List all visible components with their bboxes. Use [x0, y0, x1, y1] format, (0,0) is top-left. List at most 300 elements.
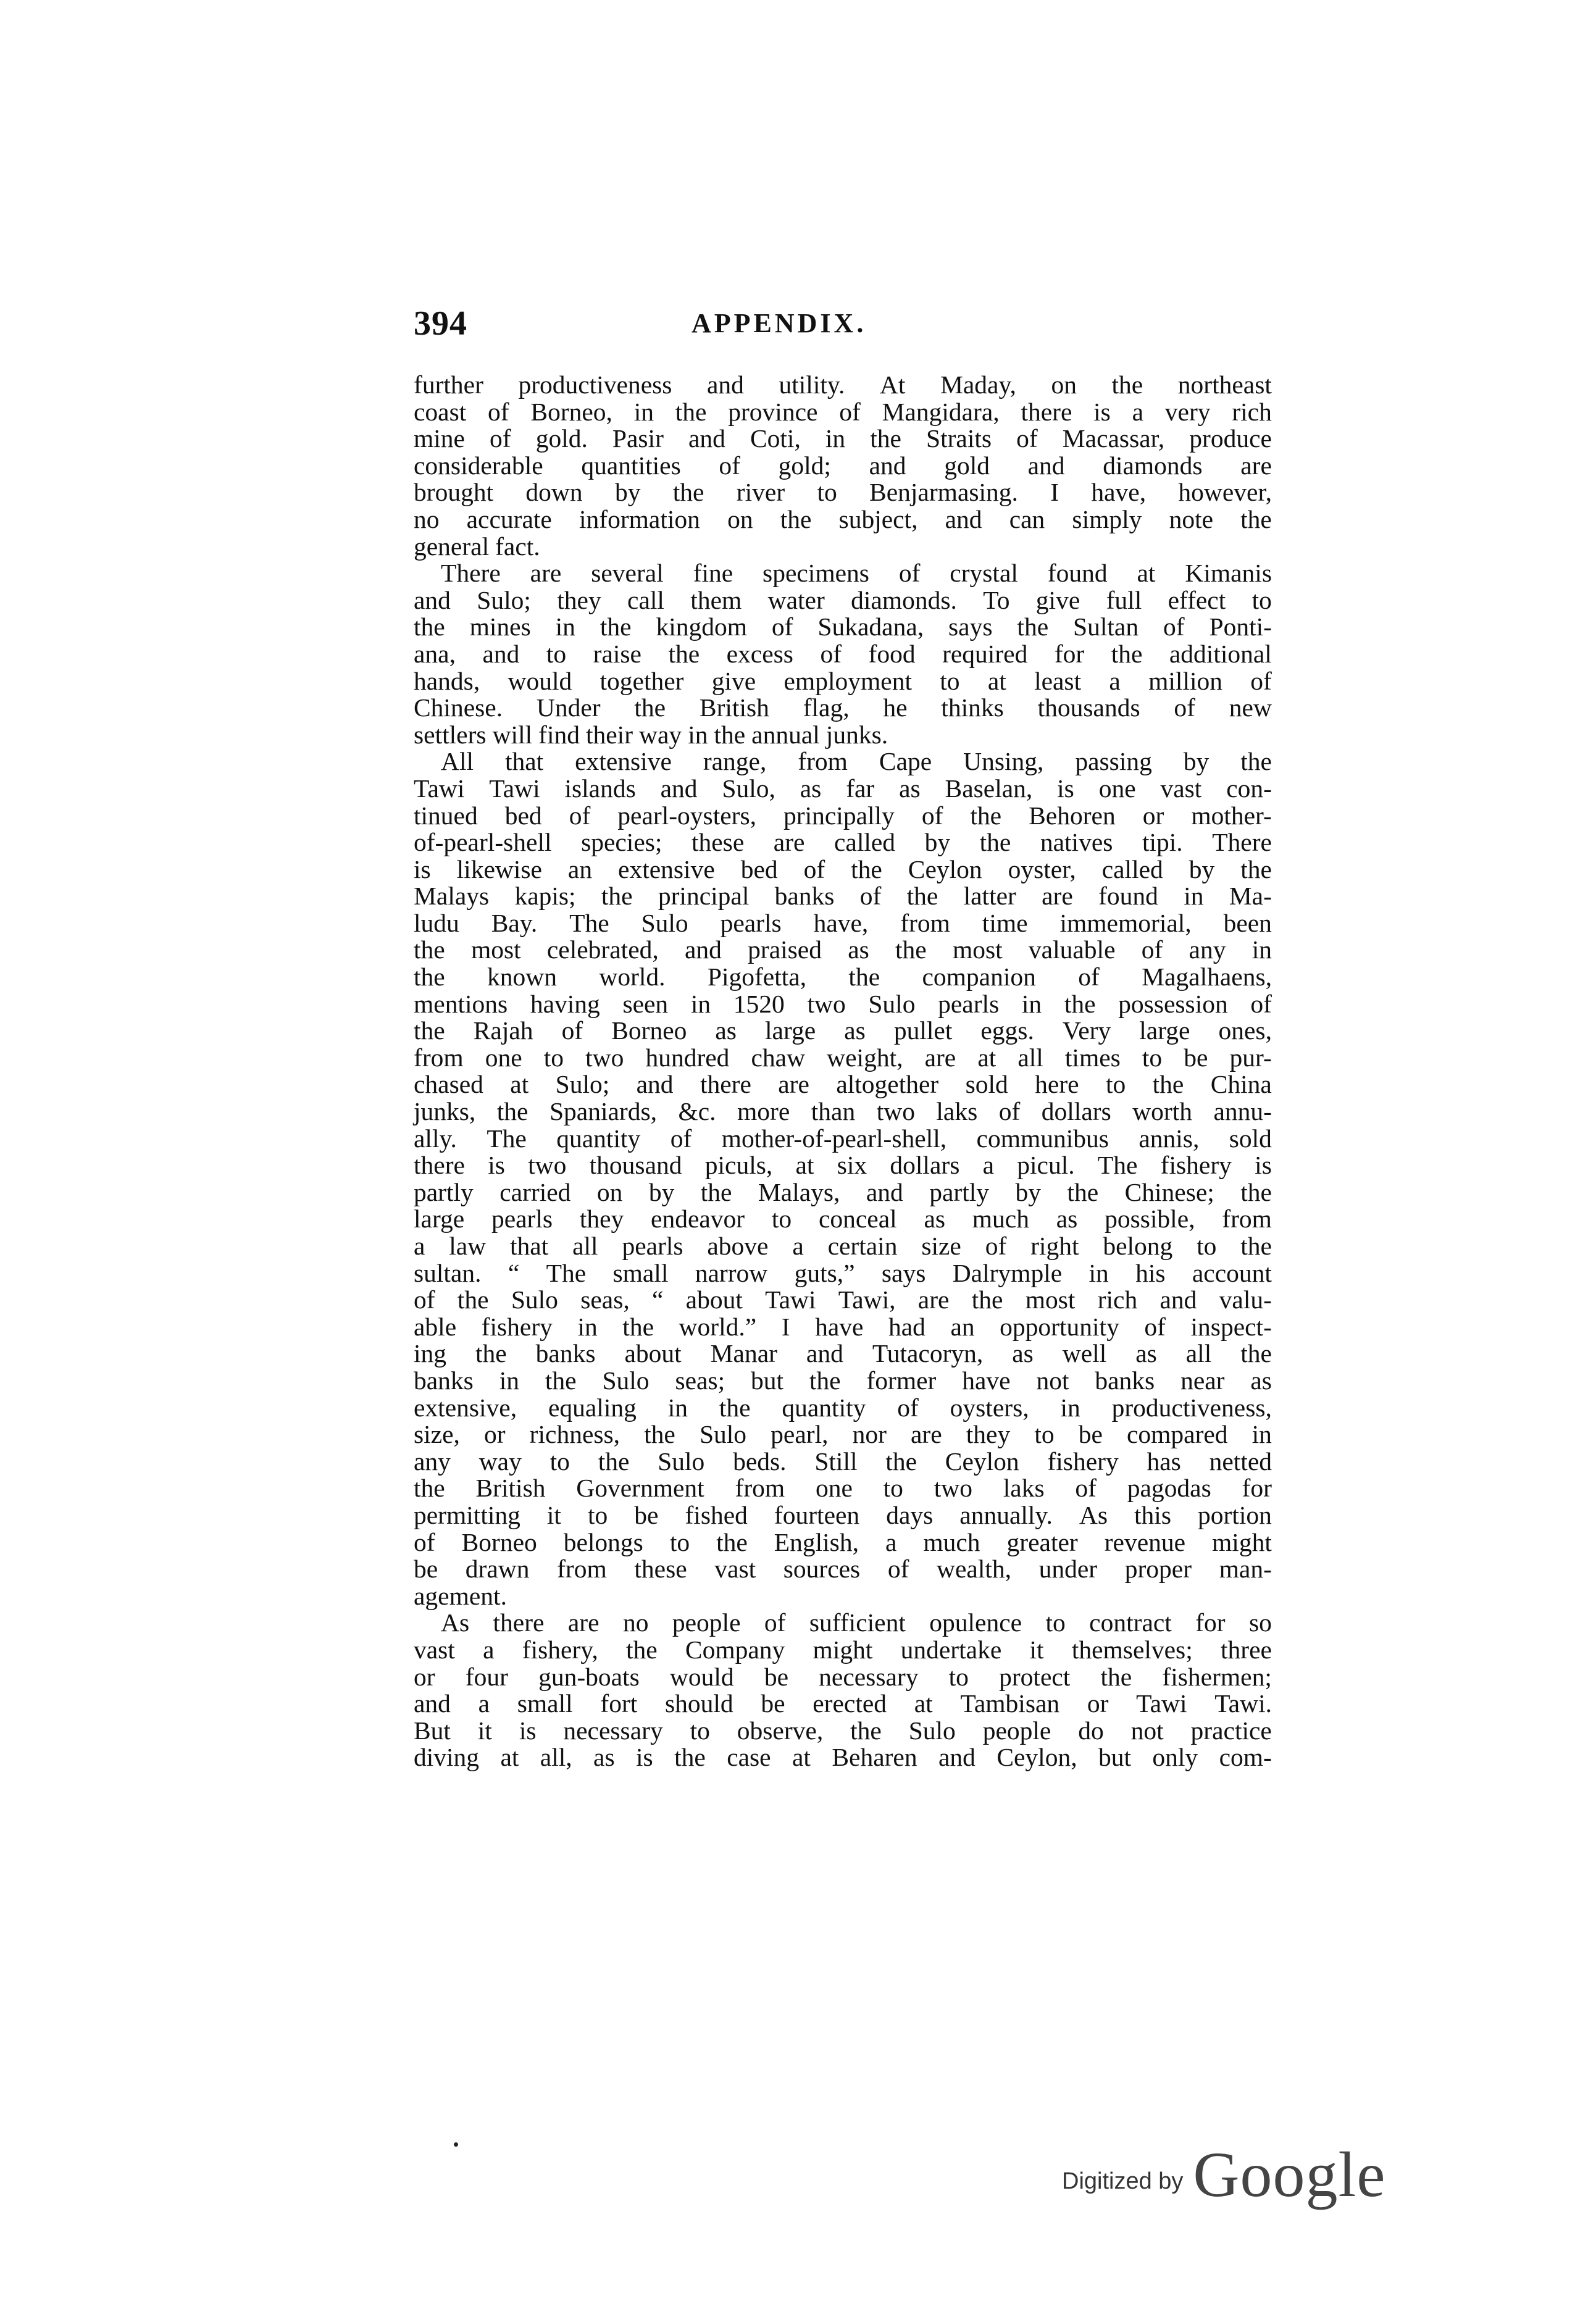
word: to	[940, 666, 960, 695]
word: two	[528, 1151, 567, 1180]
word: near	[1180, 1366, 1225, 1395]
word: however,	[1178, 478, 1272, 507]
word: do	[1078, 1716, 1104, 1745]
word: of	[1144, 1312, 1166, 1341]
word: raise	[593, 639, 641, 668]
word: portion	[1198, 1500, 1272, 1529]
word: gold.	[535, 424, 588, 453]
text-line	[414, 1610, 1272, 1637]
text-line	[414, 1314, 1272, 1341]
word: he	[883, 693, 908, 722]
word: the	[850, 1716, 882, 1745]
text-line	[414, 479, 1272, 506]
word: would	[669, 1662, 734, 1691]
word: the	[700, 1177, 732, 1206]
word: two	[934, 1474, 972, 1503]
word: gold;	[778, 451, 831, 480]
word: natives	[1040, 828, 1113, 857]
word: the	[675, 397, 707, 426]
word: no	[622, 1608, 649, 1637]
word: are	[773, 828, 805, 857]
word: large	[414, 1205, 465, 1234]
word: drawn	[465, 1555, 530, 1584]
word: an	[950, 1312, 975, 1341]
word: specimens	[762, 559, 869, 588]
text-line	[414, 453, 1272, 480]
word: partly	[929, 1177, 990, 1206]
word: kapis;	[514, 882, 576, 911]
word: wealth,	[937, 1555, 1012, 1584]
word: erected	[813, 1689, 887, 1718]
word: of	[1016, 424, 1038, 453]
word: Benjarmasing.	[869, 478, 1018, 507]
word: on	[596, 1177, 623, 1206]
word: there	[493, 1608, 545, 1637]
word: have,	[813, 908, 869, 937]
word: Sultan	[1073, 612, 1139, 641]
word: altogether	[836, 1070, 939, 1099]
word: of	[764, 1608, 786, 1637]
word: valuable	[1028, 935, 1116, 964]
word: Tawi.	[1214, 1689, 1272, 1718]
word: and	[945, 504, 982, 533]
word: Spaniards,	[549, 1097, 657, 1126]
word: accurate	[466, 504, 552, 533]
word: the	[1111, 639, 1143, 668]
word: are	[778, 1070, 809, 1099]
word: all	[1017, 1043, 1043, 1072]
word: guts,”	[794, 1258, 855, 1287]
word: way	[639, 720, 682, 749]
word: ones,	[1218, 1016, 1272, 1045]
word: about	[624, 1339, 682, 1368]
word: is	[1093, 397, 1111, 426]
word: vast	[714, 1555, 756, 1584]
word: there	[414, 1151, 465, 1180]
word: diving	[414, 1743, 480, 1772]
word: large	[1139, 1016, 1190, 1045]
word: narrow	[695, 1258, 768, 1287]
word: the	[625, 1635, 658, 1664]
word: to	[690, 1716, 710, 1745]
word: fourteen	[774, 1500, 860, 1529]
word: of	[414, 1285, 435, 1314]
word: laks	[1003, 1474, 1045, 1503]
text-line	[414, 1475, 1272, 1502]
word: additional	[1169, 639, 1272, 668]
word: gold	[944, 451, 990, 480]
word: fort	[600, 1689, 638, 1718]
word: much	[972, 1205, 1029, 1234]
word: is	[1255, 1151, 1272, 1180]
word: praised	[748, 935, 822, 964]
word: quantity	[782, 1393, 866, 1422]
word: of	[1141, 935, 1163, 964]
word: and	[660, 774, 698, 803]
word: Maday,	[940, 370, 1016, 399]
word: Malays,	[758, 1177, 840, 1206]
word: for	[1054, 639, 1085, 668]
word: the	[644, 1420, 675, 1449]
word: Manar	[710, 1339, 777, 1368]
text-line	[414, 1718, 1272, 1745]
word: The	[487, 1124, 527, 1153]
word: tipi.	[1142, 828, 1183, 857]
word: fishermen;	[1162, 1662, 1272, 1691]
word: quantities	[581, 451, 681, 480]
word: eggs.	[980, 1016, 1034, 1045]
word: above	[707, 1232, 769, 1260]
word: in	[1184, 882, 1204, 911]
word: be	[1078, 1420, 1103, 1449]
word: any	[414, 1447, 451, 1476]
word: very	[1164, 397, 1211, 426]
word: as	[924, 1205, 946, 1234]
word: been	[1223, 908, 1272, 937]
word: utility.	[779, 370, 845, 399]
word: the	[414, 935, 445, 964]
word: gun-boats	[538, 1662, 640, 1691]
word: Ma-	[1229, 882, 1272, 911]
word: fine	[693, 559, 733, 588]
word: piculs,	[704, 1151, 773, 1180]
text-line	[414, 910, 1272, 937]
word: immemorial,	[1059, 908, 1192, 937]
word: in	[633, 397, 654, 426]
word: companion	[922, 963, 1036, 992]
word: Borneo,	[530, 397, 612, 426]
word: British	[699, 693, 769, 722]
word: Malays	[414, 882, 490, 911]
word: two	[876, 1097, 915, 1126]
word: to	[817, 478, 837, 507]
word: excess	[726, 639, 793, 668]
word: Sulo;	[555, 1070, 610, 1099]
word: from	[735, 1474, 785, 1503]
word: proper	[1124, 1555, 1192, 1584]
word: them	[690, 585, 742, 614]
word: Unsing,	[963, 747, 1044, 776]
word: Coti,	[750, 424, 801, 453]
text-line	[414, 1664, 1272, 1691]
word: opportunity	[1000, 1312, 1119, 1341]
word: the	[1067, 1177, 1099, 1206]
word: a	[483, 1635, 495, 1664]
word: far	[846, 774, 875, 803]
word: bed	[504, 801, 542, 830]
word: the	[622, 1312, 654, 1341]
word: size,	[414, 1420, 460, 1449]
word: man-	[1219, 1555, 1272, 1584]
text-line	[414, 803, 1272, 830]
word: food	[868, 639, 916, 668]
text-line	[414, 748, 1272, 775]
word: seas,	[580, 1285, 630, 1314]
word: is	[1057, 774, 1074, 803]
word: Ponti-	[1209, 612, 1272, 641]
word: worth	[1132, 1097, 1193, 1126]
text-line	[414, 399, 1272, 426]
word: two	[585, 1043, 624, 1072]
word: brought	[414, 478, 494, 507]
word: subject,	[838, 504, 918, 533]
word: diamonds.	[851, 585, 957, 614]
text-line	[414, 1206, 1272, 1233]
word: for	[1195, 1608, 1226, 1637]
word: Sulo;	[477, 585, 531, 614]
word: it	[546, 1500, 561, 1529]
word: beds.	[733, 1447, 787, 1476]
body-text	[414, 372, 1272, 1771]
word: of	[771, 612, 793, 641]
word: of	[1174, 693, 1195, 722]
text-line	[414, 991, 1272, 1018]
word: or	[1142, 801, 1164, 830]
word: at	[987, 666, 1006, 695]
word: the	[1240, 747, 1272, 776]
word: necessary	[819, 1662, 919, 1691]
word: as	[1056, 1205, 1078, 1234]
word: agement.	[414, 1581, 507, 1610]
word: But	[414, 1716, 451, 1745]
word: produce	[1189, 424, 1272, 453]
word: communibus	[976, 1124, 1109, 1153]
word: the	[598, 1447, 630, 1476]
word: all	[1185, 1339, 1212, 1368]
word: Rajah	[473, 1016, 533, 1045]
word: bed	[740, 854, 778, 883]
word: might	[1212, 1527, 1272, 1556]
word: weight,	[827, 1043, 903, 1072]
word: ana,	[414, 639, 456, 668]
word: The	[1097, 1151, 1138, 1180]
word: of	[820, 639, 842, 668]
word: world.	[599, 963, 666, 992]
word: as	[899, 774, 921, 803]
word: it	[477, 1716, 492, 1745]
word: the	[716, 1527, 748, 1556]
word: as	[1012, 1339, 1034, 1368]
word: by	[648, 1177, 675, 1206]
word: information	[579, 504, 700, 533]
text-line	[414, 1017, 1272, 1045]
word: crystal	[950, 559, 1018, 588]
text-line	[414, 1448, 1272, 1476]
word: the	[719, 1393, 751, 1422]
word: of	[998, 1097, 1021, 1126]
word: the	[971, 1285, 1003, 1314]
word: from	[557, 1555, 607, 1584]
word: is	[488, 1151, 505, 1180]
word: There	[441, 559, 501, 588]
text-line	[414, 695, 1272, 722]
word: annually.	[959, 1500, 1053, 1529]
word: be	[764, 1662, 788, 1691]
word: in	[1251, 1420, 1272, 1449]
word: full	[1106, 585, 1142, 614]
word: down	[525, 478, 583, 507]
word: of	[887, 1555, 909, 1584]
word: British	[475, 1474, 546, 1503]
word: junks.	[825, 720, 888, 749]
word: vast	[1160, 774, 1202, 803]
word: but	[750, 1366, 784, 1395]
word: sold	[965, 1070, 1008, 1099]
text-line	[414, 1421, 1272, 1448]
word: might	[813, 1635, 873, 1664]
word: as	[1135, 1339, 1157, 1368]
word: chased	[414, 1070, 483, 1099]
word: Ceylon	[908, 854, 982, 883]
word: are	[917, 1285, 950, 1314]
word: it	[1029, 1635, 1044, 1664]
word: equaling	[548, 1393, 637, 1422]
text-line	[414, 1690, 1272, 1718]
word: Straits	[926, 424, 992, 453]
word: people	[982, 1716, 1051, 1745]
word: chaw	[751, 1043, 806, 1072]
word: of	[985, 1232, 1007, 1260]
word: Sulo	[641, 908, 688, 937]
section-title: APPENDIX.	[691, 308, 867, 338]
word: one	[485, 1043, 522, 1072]
word: As	[1079, 1500, 1108, 1529]
word: a	[1132, 397, 1144, 426]
word: ally.	[414, 1124, 457, 1153]
word: to	[771, 1205, 792, 1234]
word: mother-	[1191, 801, 1272, 830]
word: possession	[1118, 989, 1228, 1018]
text-line	[414, 1395, 1272, 1422]
word: are	[1240, 451, 1272, 480]
text-line	[414, 587, 1272, 614]
word: at	[500, 1743, 519, 1772]
word: the	[895, 935, 927, 964]
word: the	[1017, 612, 1049, 641]
word: to	[1251, 585, 1272, 614]
word: in	[825, 424, 846, 453]
word: seen	[622, 989, 669, 1018]
word: pullet	[893, 1016, 953, 1045]
google-logo-text: Google	[1193, 2139, 1386, 2210]
word: people	[672, 1608, 741, 1637]
word: of	[414, 1527, 435, 1556]
text-line	[414, 641, 1272, 668]
word: or	[414, 1662, 435, 1691]
word: to	[543, 1043, 564, 1072]
word: their	[585, 720, 633, 749]
word: having	[530, 989, 600, 1018]
word: time	[982, 908, 1028, 937]
word: called	[1101, 854, 1163, 883]
text-line	[414, 1233, 1272, 1260]
word: banks	[414, 1366, 474, 1395]
word: extensive,	[414, 1393, 517, 1422]
word: “	[508, 1258, 520, 1287]
word: principal	[658, 882, 750, 911]
word: the	[475, 1339, 507, 1368]
word: the	[1152, 1070, 1184, 1099]
word: account	[1192, 1258, 1272, 1287]
word: Tawi	[765, 1285, 816, 1314]
word: Chinese.	[414, 693, 503, 722]
word: thinks	[941, 693, 1004, 722]
word: Mangidara,	[882, 397, 1000, 426]
word: belong	[1103, 1232, 1173, 1260]
word: of	[1075, 1474, 1097, 1503]
word: known	[487, 963, 558, 992]
word: small	[612, 1258, 669, 1287]
text-line	[414, 883, 1272, 910]
word: Pigofetta,	[707, 963, 807, 992]
word: and	[1027, 451, 1065, 480]
word: this	[1134, 1500, 1171, 1529]
word: general	[414, 532, 490, 561]
word: revenue	[1104, 1527, 1186, 1556]
word: than	[811, 1097, 856, 1126]
word: belongs	[563, 1527, 643, 1556]
word: these	[691, 828, 745, 857]
word: about	[685, 1285, 743, 1314]
word: size	[921, 1232, 961, 1260]
word: dollars	[1041, 1097, 1111, 1126]
text-line	[414, 1502, 1272, 1529]
word: celebrated,	[546, 935, 659, 964]
word: and	[1159, 1285, 1197, 1314]
word: the	[1100, 1662, 1132, 1691]
word: have	[962, 1366, 1011, 1395]
word: netted	[1209, 1447, 1272, 1476]
word: called	[834, 828, 896, 857]
word: junks,	[414, 1097, 476, 1126]
word: fishery,	[522, 1635, 598, 1664]
word: mine	[414, 424, 465, 453]
word: and	[866, 1177, 903, 1206]
word: of	[670, 1124, 692, 1153]
word: at	[1137, 559, 1156, 588]
word: right	[1030, 1232, 1079, 1260]
word: settlers	[414, 720, 487, 749]
word: Borneo	[611, 1016, 687, 1045]
word: carried	[499, 1177, 571, 1206]
word: pearls	[622, 1232, 683, 1260]
word: by	[1183, 747, 1210, 776]
word: the	[414, 1016, 445, 1045]
word: pearls	[720, 908, 782, 937]
word: small	[517, 1689, 573, 1718]
word: sultan.	[414, 1258, 482, 1287]
word: annis,	[1139, 1124, 1200, 1153]
word: Pasir	[612, 424, 664, 453]
word: &c.	[678, 1097, 716, 1126]
word: hands,	[414, 666, 480, 695]
word: Baselan,	[945, 774, 1033, 803]
word: sources	[783, 1555, 861, 1584]
word: a	[414, 1232, 425, 1260]
word: only	[1152, 1743, 1198, 1772]
ink-speck	[454, 2142, 458, 2147]
word: be	[634, 1500, 659, 1529]
word: oyster,	[1008, 854, 1076, 883]
word: be	[414, 1555, 438, 1584]
page-number: 394	[414, 304, 467, 343]
word: mother-of-pearl-shell,	[721, 1124, 947, 1153]
word: and	[414, 585, 451, 614]
word: possible,	[1105, 1205, 1195, 1234]
word: of	[1163, 612, 1185, 641]
word: observe,	[737, 1716, 824, 1745]
word: the	[848, 963, 880, 992]
